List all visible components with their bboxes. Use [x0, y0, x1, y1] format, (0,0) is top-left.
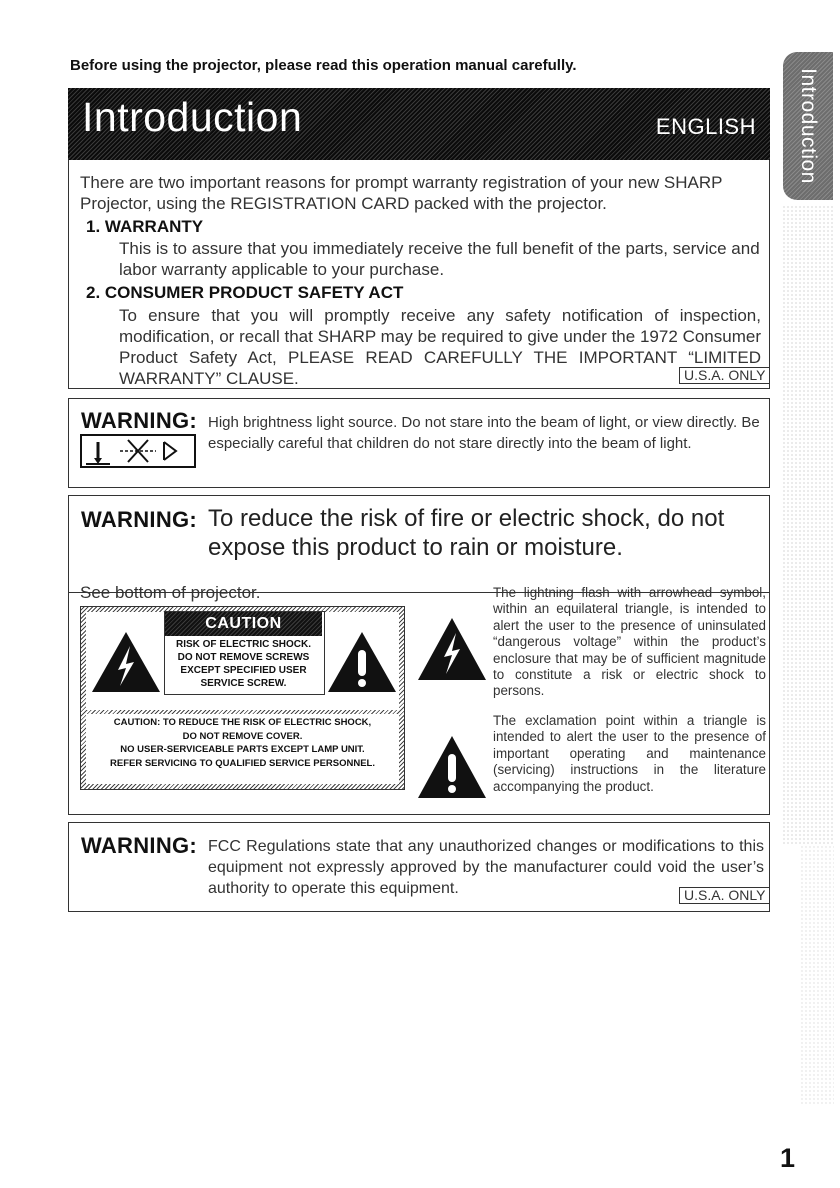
- lightning-triangle-icon: [416, 616, 488, 682]
- exclamation-symbol-text: The exclamation point within a triangle is intended to alert the user to the presence of important operating and maintenance (servicing) instructions in the literature accompanying the product.: [493, 713, 766, 794]
- safety-act-body: To ensure that you will promptly receive any safety notification of inspection, modification, or recall that SHARP may be required to give under the 1972 Consumer Product Safety Act, PLEASE READ CAREFULLY THE IMPORTANT “LIMITED WARRANTY” CLAUSE.: [119, 306, 761, 388]
- moisture-warning-text: To reduce the risk of fire or electric shock, do not expose this product to rain or moisture.: [208, 505, 725, 561]
- fcc-warning-text: FCC Regulations state that any unauthorized changes or modifications to this equipment not expressly approved by the manufacturer could void the user’s authority to operate this equipment.: [208, 838, 764, 897]
- safety-act-heading: 2. CONSUMER PRODUCT SAFETY ACT: [86, 283, 404, 302]
- warning-label: WARNING:: [81, 833, 198, 858]
- manual-read-note: Before using the projector, please read this operation manual carefully.: [70, 57, 577, 74]
- lightning-triangle-icon: [90, 630, 162, 694]
- warranty-body: This is to assure that you immediately receive the full benefit of the parts, service and labor warranty applicable to your purchase.: [119, 239, 760, 279]
- see-bottom-note: See bottom of projector.: [80, 583, 261, 602]
- caution-inner-text: RISK OF ELECTRIC SHOCK. DO NOT REMOVE SCREWS EXCEPT SPECIFIED USER SERVICE SCREW.: [175, 639, 311, 689]
- laser-eye-icon: [80, 434, 196, 468]
- language-label: ENGLISH: [655, 114, 756, 139]
- registration-intro: There are two important reasons for prompt warranty registration of your new SHARP Projector, using the REGISTRATION CARD packed with the projector.: [80, 173, 723, 213]
- caution-lower-text: CAUTION: TO REDUCE THE RISK OF ELECTRIC SHOCK, DO NOT REMOVE COVER. NO USER-SERVICEABLE PARTS EXCEPT LAMP UNIT. REFER SERVICING TO QUALIFIED SERVICE PERSONNEL.: [110, 717, 375, 769]
- side-tab-introduction: [783, 52, 833, 200]
- side-margin-texture-lower: [800, 845, 834, 1105]
- warning-label: WARNING:: [81, 507, 198, 532]
- warning-label: WARNING:: [81, 408, 198, 433]
- page-number: 1: [780, 1143, 796, 1173]
- caution-label-graphic: [80, 606, 405, 790]
- usa-only-tag: U.S.A. ONLY: [679, 887, 770, 904]
- caution-title: CAUTION: [165, 612, 322, 636]
- side-margin-texture: [782, 205, 834, 845]
- side-tab-label: Introduction: [797, 68, 820, 184]
- exclamation-triangle-icon: [326, 630, 398, 694]
- section-title: Introduction: [82, 94, 303, 140]
- exclamation-triangle-icon: [416, 734, 488, 800]
- section-banner: [68, 88, 770, 160]
- warranty-heading: 1. WARRANTY: [86, 217, 204, 236]
- light-warning-text: High brightness light source. Do not stare into the beam of light, or view directly. Be especially careful that children do not stare directly into the beam of light.: [208, 414, 760, 452]
- usa-only-tag: U.S.A. ONLY: [679, 367, 770, 384]
- lightning-symbol-text: The lightning flash with arrowhead symbol, within an equilateral triangle, is intended to alert the user to the presence of uninsulated “dangerous voltage” within the product’s enclosure that may be of sufficient magnitude to constitute a risk or electric shock to persons.: [493, 585, 766, 699]
